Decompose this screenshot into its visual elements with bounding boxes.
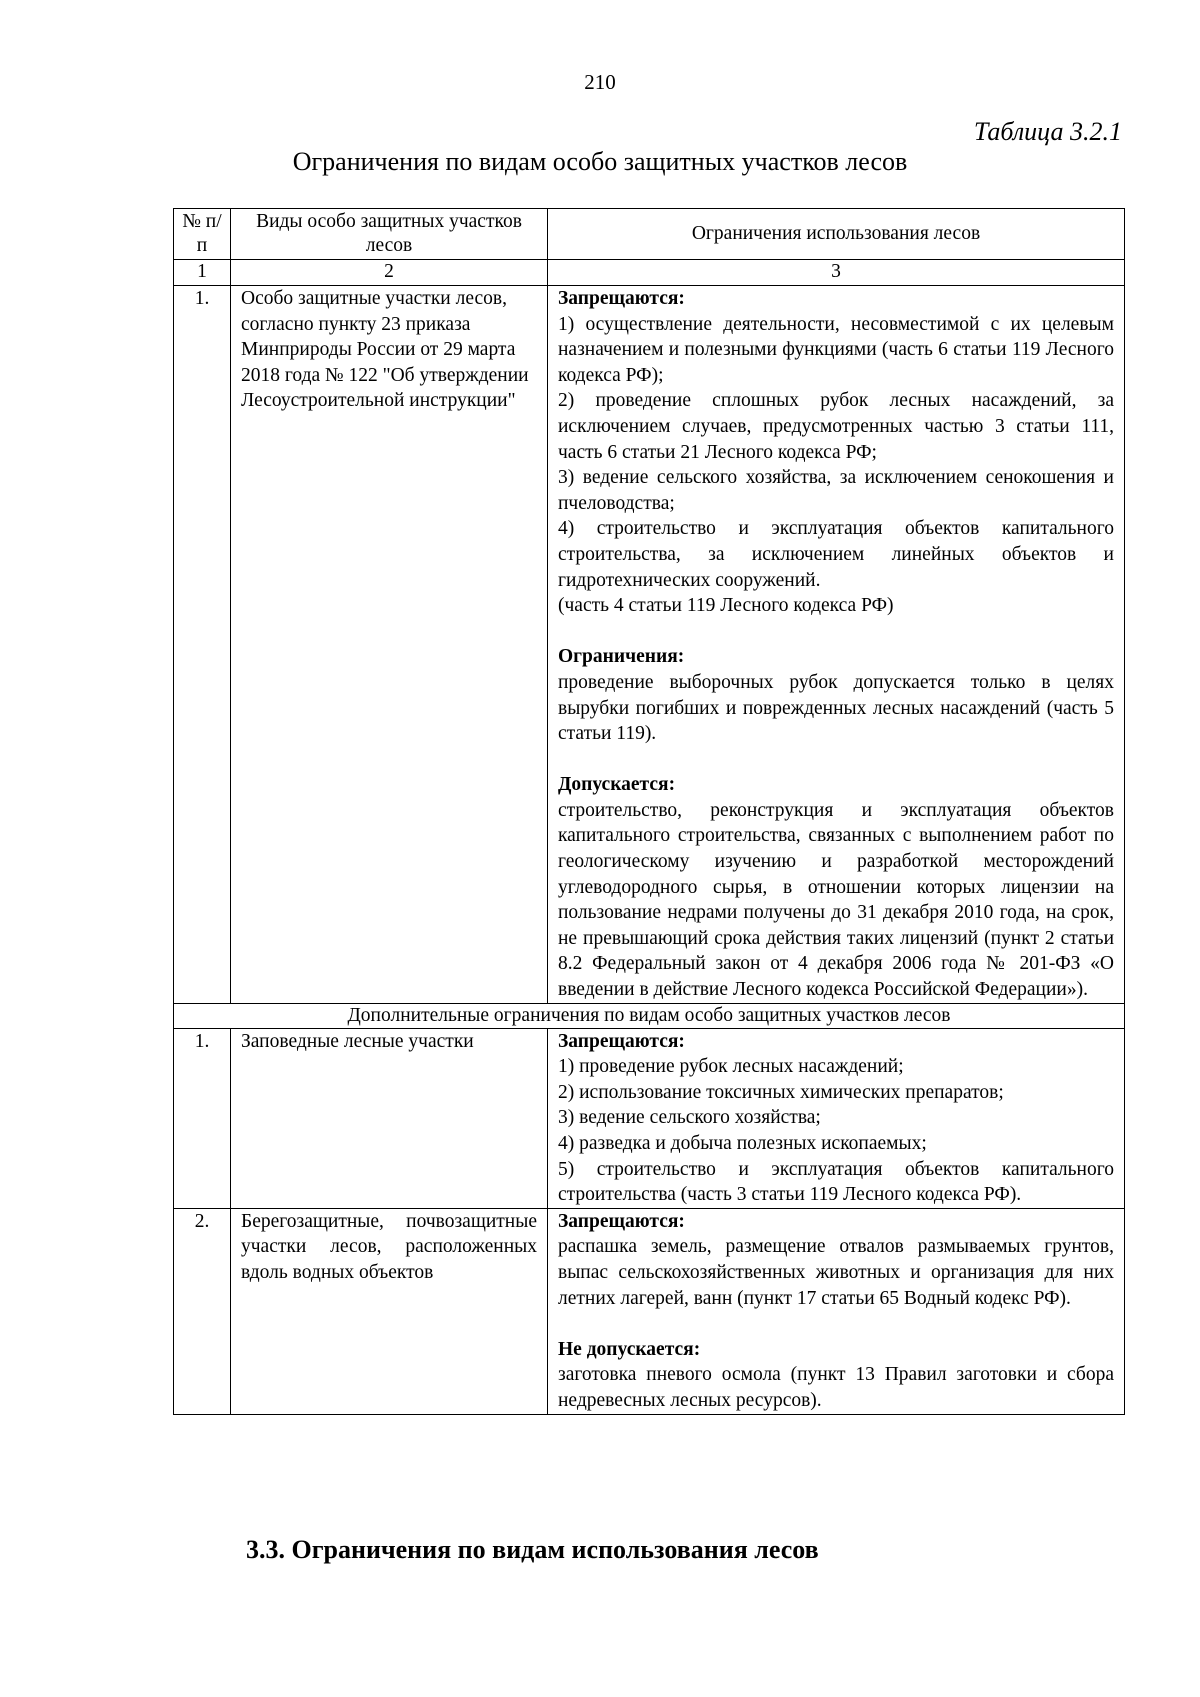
forest-area-type: Особо защитные участки лесов, согласно пункту 23 приказа Минприроды России от 29 марта 2018 года № 122 "Об утверждении Лесоустроительной инструкции" (231, 286, 548, 1004)
allowed-text: строительство, реконструкция и эксплуатация объектов капитального строительства, связанных с выполнением работ по геологическому изучению и разработкой месторождений углеводородного сырья, в отношении которых лицензии на пользование недрами получены до 31 декабря 2010 года, на срок, не превышающий срока действия таких лицензий (пункт 2 статьи 8.2 Федеральный закон от 4 декабря 2006 года № 201-ФЗ «О введении в действие Лесного кодекса Российской Федерации»). (558, 799, 1114, 1001)
column-number: 2 (231, 260, 548, 286)
row-number: 1. (174, 286, 231, 1004)
prohibited-item: (часть 4 статьи 119 Лесного кодекса РФ) (558, 595, 894, 617)
prohibited-item: 3) ведение сельского хозяйства, за исключением сенокошения и пчеловодства; (558, 467, 1114, 514)
row-number: 1. (174, 1028, 231, 1208)
column-numbers-row (174, 260, 1125, 286)
table-label: Таблица 3.2.1 (973, 117, 1122, 146)
header-restrictions: Ограничения использования лесов (548, 209, 1125, 260)
prohibited-title: Запрещаются: (558, 288, 685, 309)
table-row (174, 286, 1125, 1004)
column-number: 1 (174, 260, 231, 286)
header-type: Виды особо защитных участков лесов (231, 209, 548, 260)
prohibited-text: распашка земель, размещение отвалов размываемых грунтов, выпас сельскохозяйственных животных и организация для них летних лагерей, ванн (пункт 17 статьи 65 Водный кодекс РФ). (558, 1236, 1114, 1309)
restrictions-text: проведение выборочных рубок допускается только в целях вырубки погибших и поврежденных лесных насаждений (часть 5 статьи 119). (558, 671, 1114, 745)
forest-area-type: Заповедные лесные участки (231, 1028, 548, 1208)
column-number: 3 (548, 260, 1125, 286)
prohibited-item: 4) разведка и добыча полезных ископаемых; (558, 1133, 927, 1154)
prohibited-title: Запрещаются: (558, 1210, 685, 1232)
restrictions-table (173, 208, 1125, 1415)
page-number: 210 (584, 70, 616, 94)
prohibited-item: 1) осуществление деятельности, несовместимой с их целевым назначением и полезными функциями (часть 6 статьи 119 Лесного кодекса РФ); (558, 313, 1114, 386)
prohibited-item: 2) использование токсичных химических препаратов; (558, 1081, 1004, 1103)
prohibited-title: Запрещаются: (558, 1030, 685, 1052)
table-header-row (174, 209, 1125, 260)
table-title: Ограничения по видам особо защитных участков лесов (292, 147, 908, 176)
not-allowed-text: заготовка пневого осмола (пункт 13 Правил заготовки и сбора недревесных лесных ресурсов). (558, 1364, 1114, 1411)
forest-area-type: Берегозащитные, почвозащитные участки лесов, расположенных вдоль водных объектов (231, 1208, 548, 1414)
restrictions-cell (548, 286, 1125, 1004)
section-heading: 3.3. Ограничения по видам использования лесов (246, 1535, 819, 1564)
prohibited-item: 4) строительство и эксплуатация объектов капитального строительства, за исключением линейных объектов и гидротехнических сооружений. (558, 518, 1114, 591)
prohibited-item: 2) проведение сплошных рубок лесных насаждений, за исключением случаев, предусмотренных частью 3 статьи 111, часть 6 статьи 21 Лесного кодекса РФ; (558, 390, 1114, 463)
prohibited-item: 1) проведение рубок лесных насаждений; (558, 1056, 904, 1078)
allowed-title: Допускается: (558, 774, 676, 796)
restrictions-cell (548, 1208, 1125, 1414)
table-row (174, 1208, 1125, 1414)
subheader: Дополнительные ограничения по видам особо защитных участков лесов (174, 1003, 1125, 1028)
subheader-row (174, 1003, 1125, 1028)
table-row (174, 1028, 1125, 1208)
not-allowed-title: Не допускается: (558, 1338, 701, 1360)
restrictions-cell (548, 1028, 1125, 1208)
header-number: № п/п (174, 209, 231, 260)
prohibited-item: 3) ведение сельского хозяйства; (558, 1107, 821, 1129)
restrictions-title: Ограничения: (558, 646, 685, 668)
prohibited-item: 5) строительство и эксплуатация объектов капитального строительства (часть 3 статьи 119 Лесного кодекса РФ). (558, 1158, 1114, 1206)
row-number: 2. (174, 1208, 231, 1414)
